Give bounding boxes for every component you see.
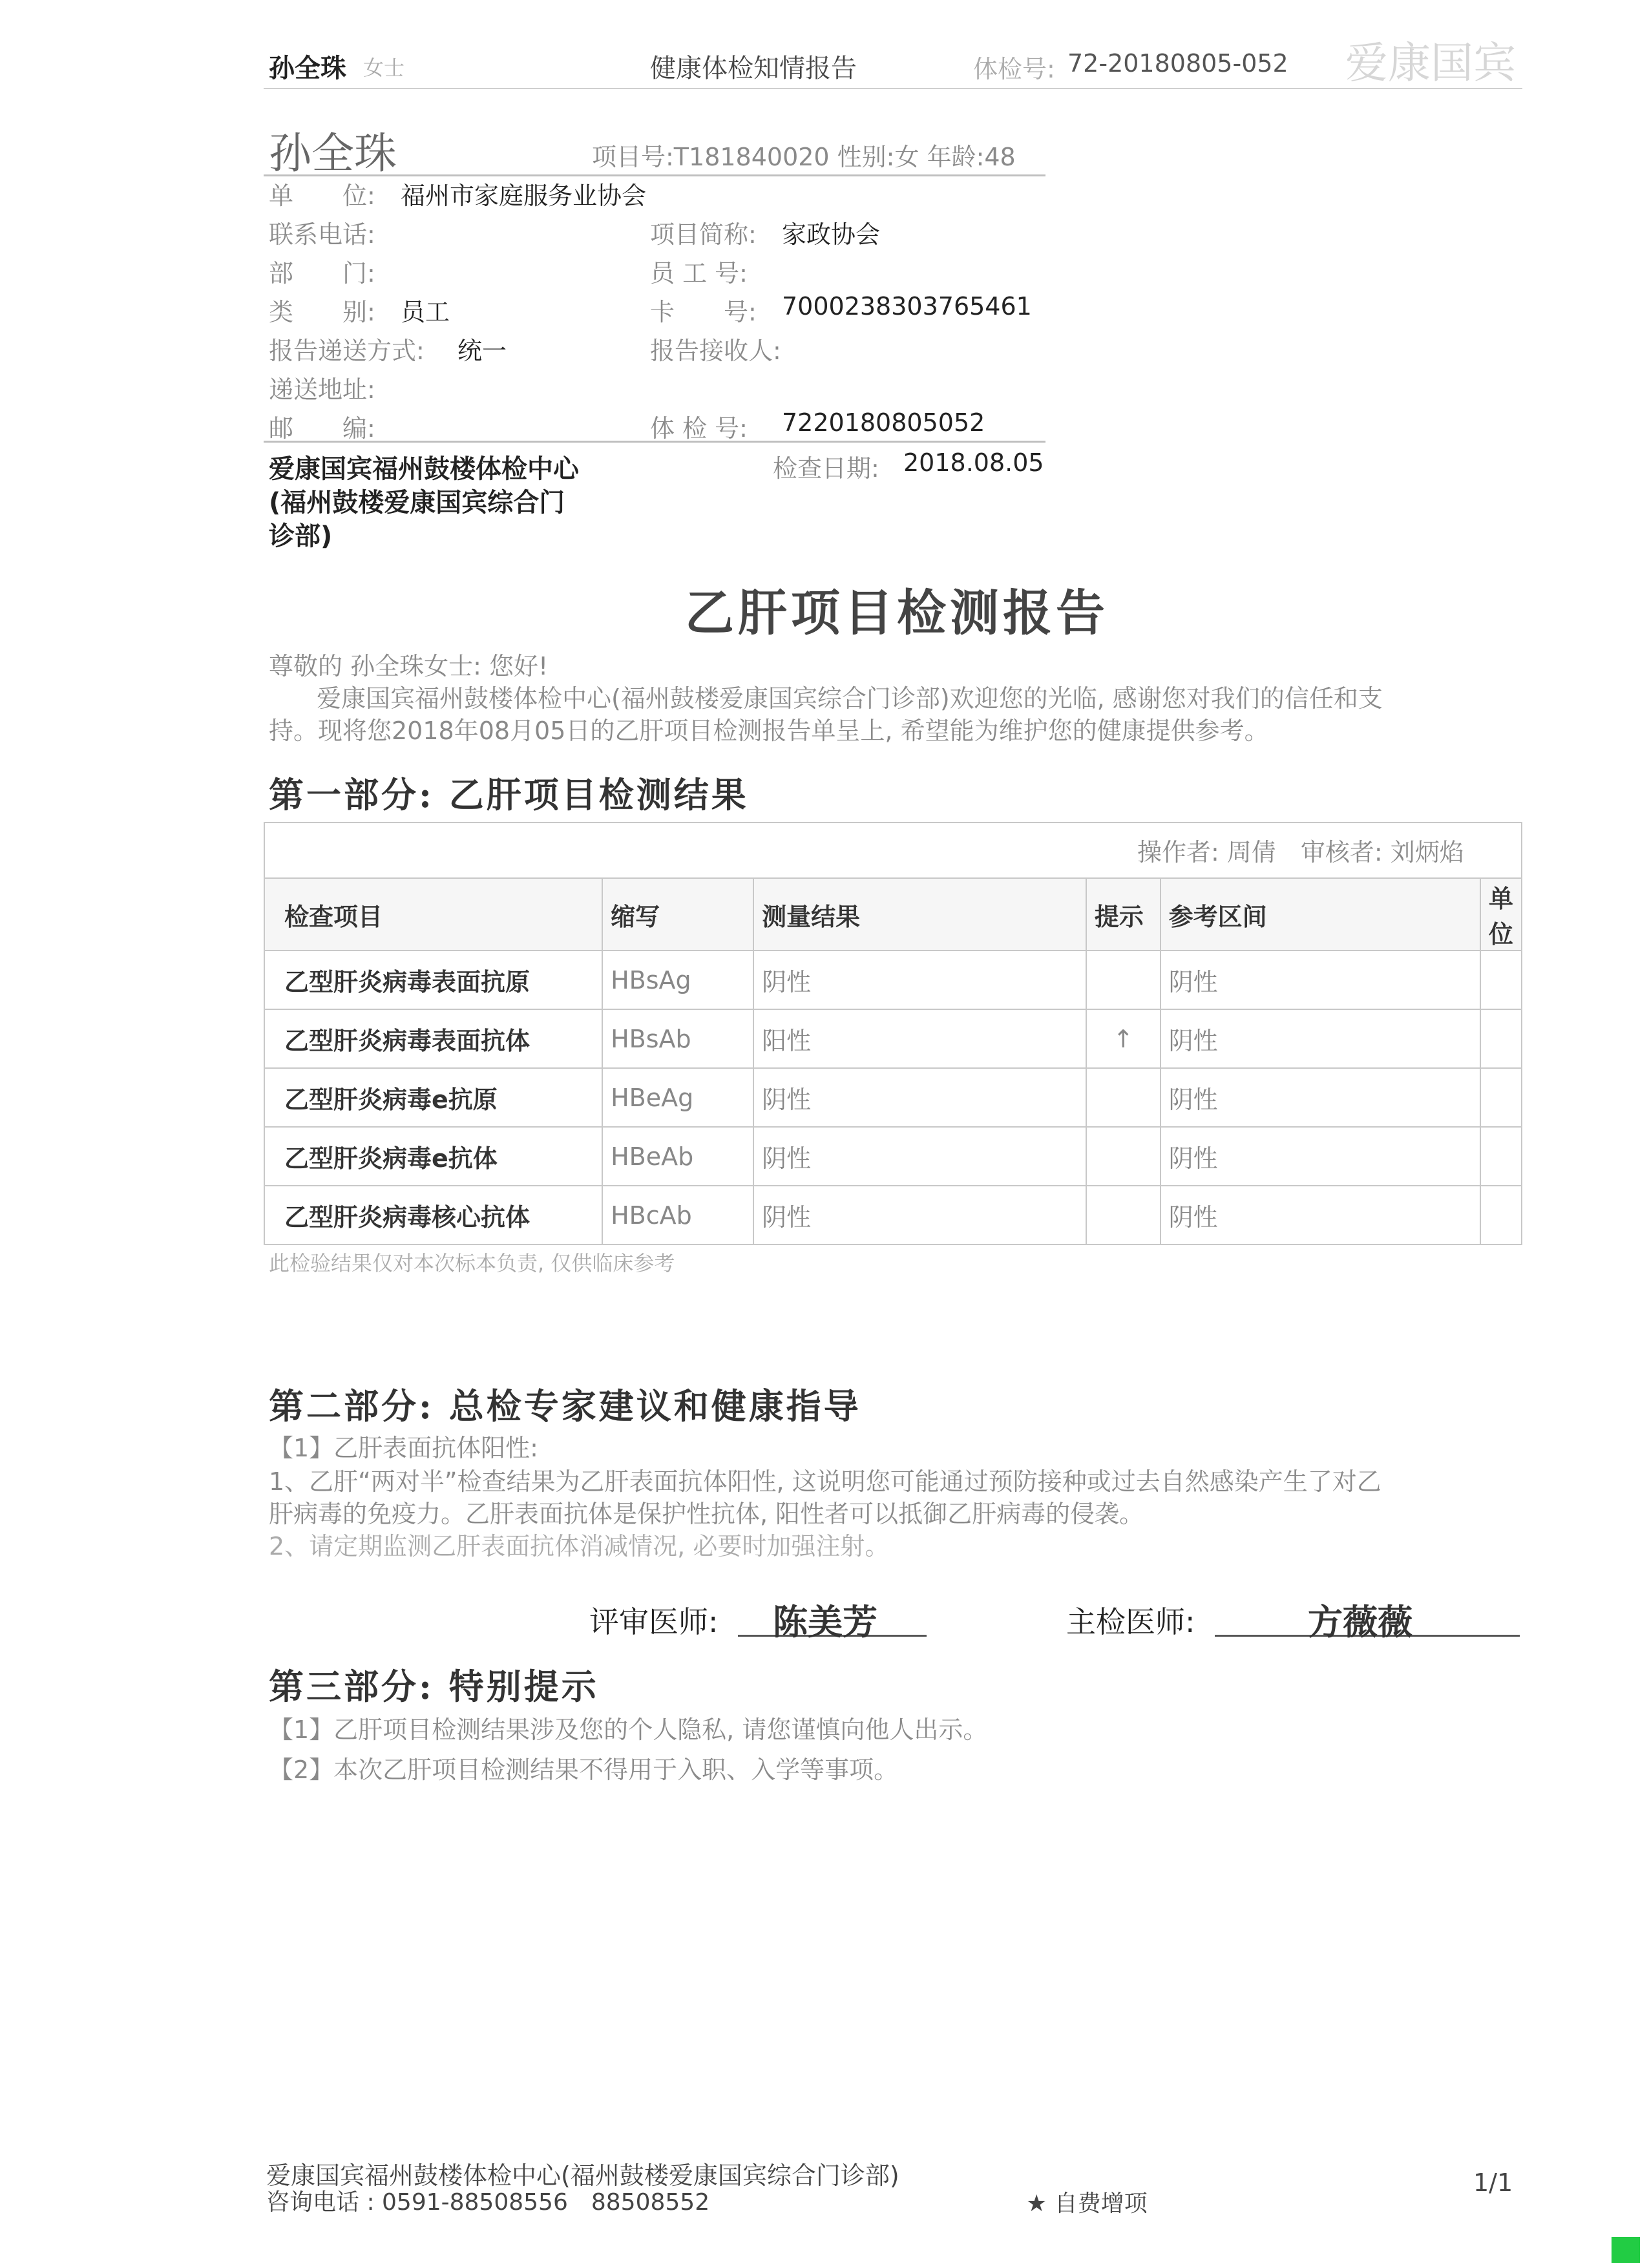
row-unit	[1480, 1127, 1522, 1186]
row-result: 阴性	[753, 1127, 1086, 1186]
unit-value: 福州市家庭服务业协会	[401, 182, 647, 210]
exam-id-value: 7220180805052	[782, 408, 985, 437]
row-hint	[1086, 1186, 1161, 1244]
row-hint	[1086, 1127, 1161, 1186]
results-table	[264, 877, 1522, 1245]
unit-label: 单 位:	[269, 182, 375, 210]
footer-phone: 咨询电话 : 0591-88508556 88508552	[266, 2189, 710, 2216]
col-header-hint: 提示	[1086, 878, 1161, 950]
col-header-abbr: 缩写	[602, 878, 753, 950]
row-result: 阳性	[753, 1009, 1086, 1068]
row-abbr: HBsAg	[602, 950, 753, 1009]
project-short-label: 项目简称:	[650, 220, 757, 249]
row-ref: 阴性	[1161, 1127, 1480, 1186]
header-honorific: 女士	[363, 56, 405, 80]
patient-divider-top	[264, 174, 1045, 176]
row-item: 乙型肝炎病毒核心抗体	[264, 1186, 602, 1244]
table-row	[264, 1068, 1522, 1127]
row-item: 乙型肝炎病毒表面抗体	[264, 1009, 602, 1068]
project-line: 项目号:T181840020 性别:女 年龄:48	[592, 143, 1016, 171]
delivery-value: 统一	[457, 337, 507, 365]
row-result: 阴性	[753, 1186, 1086, 1244]
part2-title: 第二部分: 总检专家建议和健康指导	[269, 1385, 861, 1427]
receiver-label: 报告接收人:	[650, 337, 781, 365]
advice-line1: 1、乙肝“两对半”检查结果为乙肝表面抗体阳性, 这说明您可能通过预防接种或过去自然感染产生了对乙	[269, 1467, 1381, 1496]
exam-date-value: 2018.08.05	[903, 448, 1044, 477]
advice-heading: 【1】乙肝表面抗体阳性:	[269, 1434, 538, 1462]
row-ref: 阴性	[1161, 1009, 1480, 1068]
row-item: 乙型肝炎病毒e抗体	[264, 1127, 602, 1186]
table-row	[264, 1186, 1522, 1244]
col-header-unit: 单位	[1480, 878, 1522, 950]
row-result: 阴性	[753, 1068, 1086, 1127]
table-row	[264, 1009, 1522, 1068]
phone-label: 联系电话:	[269, 220, 375, 249]
header-exam-no-label: 体检号:	[973, 55, 1055, 83]
row-abbr: HBeAg	[602, 1068, 753, 1127]
row-abbr: HBsAb	[602, 1009, 753, 1068]
special-note-1: 【1】乙肝项目检测结果涉及您的个人隐私, 请您谨慎向他人出示。	[269, 1716, 988, 1744]
header-report-type: 健康体检知情报告	[650, 54, 857, 83]
center-name-line3: 诊部)	[269, 521, 333, 551]
card-value: 7000238303765461	[782, 292, 1032, 320]
row-abbr: HBeAb	[602, 1127, 753, 1186]
intro-line1: 爱康国宾福州鼓楼体检中心(福州鼓楼爱康国宾综合门诊部)欢迎您的光临, 感谢您对我们的信任和支	[317, 684, 1383, 713]
category-label: 类 别:	[269, 298, 375, 326]
row-result: 阴性	[753, 950, 1086, 1009]
patient-name-large: 孙全珠	[269, 129, 397, 178]
table-header-row	[264, 878, 1522, 950]
col-header-result: 测量结果	[753, 878, 1086, 950]
greeting: 尊敬的 孙全珠女士: 您好!	[269, 652, 549, 680]
center-name-line2: (福州鼓楼爱康国宾综合门	[269, 488, 565, 518]
header-divider	[264, 88, 1522, 89]
special-note-2: 【2】本次乙肝项目检测结果不得用于入职、入学等事项。	[269, 1756, 899, 1784]
row-ref: 阴性	[1161, 1068, 1480, 1127]
report-title: 乙肝项目检测报告	[685, 584, 1109, 642]
row-unit	[1480, 950, 1522, 1009]
row-unit	[1480, 1186, 1522, 1244]
patient-divider-bottom	[264, 441, 1045, 443]
col-header-item: 检查项目	[264, 878, 602, 950]
col-header-ref: 参考区间	[1161, 878, 1480, 950]
part1-title: 第一部分: 乙肝项目检测结果	[269, 774, 749, 815]
center-name-line1: 爱康国宾福州鼓楼体检中心	[269, 454, 579, 484]
project-short-value: 家政协会	[782, 220, 881, 249]
advice-line3: 2、请定期监测乙肝表面抗体消减情况, 必要时加强注射。	[269, 1532, 890, 1560]
page-number: 1/1	[1473, 2168, 1513, 2197]
advice-line2: 肝病毒的免疫力。乙肝表面抗体是保护性抗体, 阳性者可以抵御乙肝病毒的侵袭。	[269, 1500, 1144, 1528]
row-abbr: HBcAb	[602, 1186, 753, 1244]
exam-id-label: 体 检 号:	[650, 414, 748, 443]
chief-signature: 方薇薇	[1308, 1601, 1413, 1643]
staff-no-label: 员 工 号:	[650, 259, 748, 288]
row-hint	[1086, 1068, 1161, 1127]
zip-label: 邮 编:	[269, 414, 375, 443]
corner-mark	[1612, 2237, 1640, 2263]
brand-logo: 爱康国宾	[1345, 38, 1516, 88]
address-label: 递送地址:	[269, 375, 375, 404]
part3-title: 第三部分: 特别提示	[269, 1666, 599, 1707]
row-item: 乙型肝炎病毒e抗原	[264, 1068, 602, 1127]
row-ref: 阴性	[1161, 1186, 1480, 1244]
reviewer-signature: 陈美芳	[773, 1601, 877, 1643]
table-row	[264, 950, 1522, 1009]
row-unit	[1480, 1009, 1522, 1068]
header-patient-name: 孙全珠	[269, 54, 346, 83]
row-unit	[1480, 1068, 1522, 1127]
delivery-label: 报告递送方式:	[269, 337, 425, 365]
results-disclaimer: 此检验结果仅对本次标本负责, 仅供临床参考	[269, 1251, 675, 1276]
row-hint-arrow-up-icon: ↑	[1086, 1009, 1161, 1068]
chief-label: 主检医师:	[1066, 1604, 1195, 1639]
row-hint	[1086, 950, 1161, 1009]
row-item: 乙型肝炎病毒表面抗原	[264, 950, 602, 1009]
card-label: 卡 号:	[650, 298, 757, 326]
row-ref: 阴性	[1161, 950, 1480, 1009]
table-row	[264, 1127, 1522, 1186]
operator-info: 操作者: 周倩 审核者: 刘炳焰	[1137, 838, 1464, 866]
category-value: 员工	[401, 298, 450, 326]
dept-label: 部 门:	[269, 259, 375, 288]
exam-date-label: 检查日期:	[773, 454, 879, 483]
header-exam-no: 72-20180805-052	[1067, 49, 1288, 78]
footer-star-note: ★ 自费增项	[1026, 2190, 1148, 2217]
intro-line2: 持。现将您2018年08月05日的乙肝项目检测报告单呈上, 希望能为维护您的健康提供参考。	[269, 717, 1269, 745]
footer-center-name: 爱康国宾福州鼓楼体检中心(福州鼓楼爱康国宾综合门诊部)	[266, 2161, 899, 2190]
reviewer-label: 评审医师:	[589, 1604, 719, 1639]
